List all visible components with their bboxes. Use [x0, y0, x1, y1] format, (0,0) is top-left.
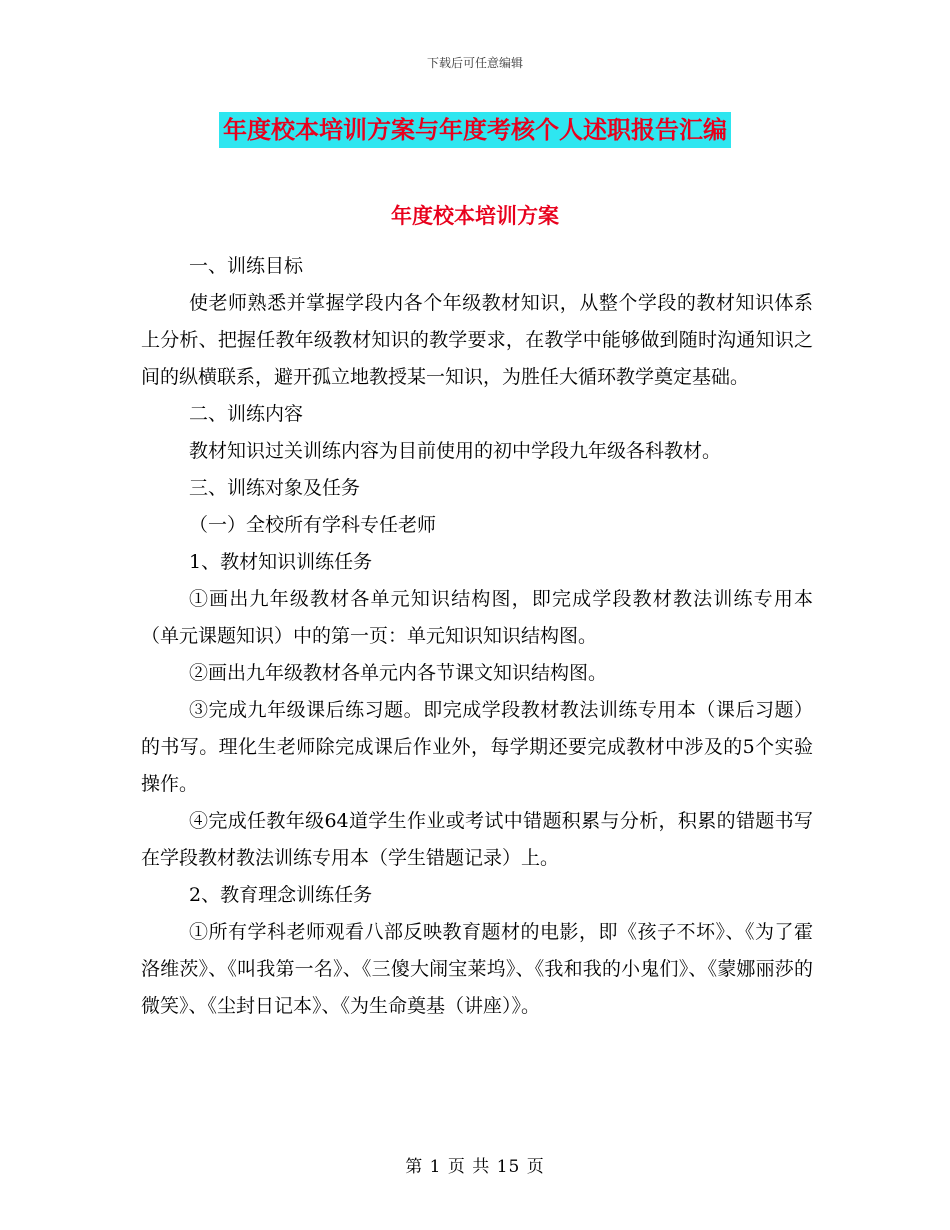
- heading-objective: 一、训练目标: [189, 255, 304, 277]
- main-title-container: [0, 112, 950, 148]
- page-header-note: 下载后可任意编辑: [426, 56, 523, 70]
- section-title: 年度校本培训方案: [391, 204, 559, 228]
- subheading-textbook-tasks: 1、教材知识训练任务: [189, 551, 373, 573]
- list-item-4: ④完成任教年级64道学生作业或考试中错题积累与分析，积累的错题书写在学段教材教法训练专用本（学生错题记录）上。: [141, 810, 813, 869]
- subheading-philosophy-tasks: 2、教育理念训练任务: [189, 884, 373, 906]
- list-item-movies: ①所有学科老师观看八部反映教育题材的电影，即《孩子不坏》、《为了霍洛维茨》、《叫我第一名》、《三傻大闹宝莱坞》、《我和我的小鬼们》、《蒙娜丽莎的微笑》、《尘封日记本》、《为生命奠基（讲座）》。: [141, 921, 813, 1017]
- paragraph-content: 教材知识过关训练内容为目前使用的初中学段九年级各科教材。: [189, 440, 722, 462]
- paragraph-objective: 使老师熟悉并掌握学段内各个年级教材知识，从整个学段的教材知识体系上分析、把握任教年级教材知识的教学要求，在教学中能够做到随时沟通知识之间的纵横联系，避开孤立地教授某一知识，为胜任大循环教学奠定基础。: [141, 292, 813, 388]
- heading-content: 二、训练内容: [189, 403, 304, 425]
- list-item-3: ③完成九年级课后练习题。即完成学段教材教法训练专用本（课后习题）的书写。理化生老师除完成课后作业外，每学期还要完成教材中涉及的5个实验操作。: [141, 699, 813, 795]
- main-title: 年度校本培训方案与年度考核个人述职报告汇编: [219, 112, 731, 148]
- list-item-1: ①画出九年级教材各单元知识结构图，即完成学段教材教法训练专用本（单元课题知识）中的第一页：单元知识知识结构图。: [141, 588, 813, 647]
- heading-targets: 三、训练对象及任务: [189, 477, 361, 499]
- page-footer: 第 1 页 共 15 页: [405, 1157, 545, 1177]
- list-item-2: ②画出九年级教材各单元内各节课文知识结构图。: [189, 662, 608, 684]
- subheading-all-teachers: （一）全校所有学科专任老师: [189, 514, 437, 536]
- document-body: [141, 248, 813, 1025]
